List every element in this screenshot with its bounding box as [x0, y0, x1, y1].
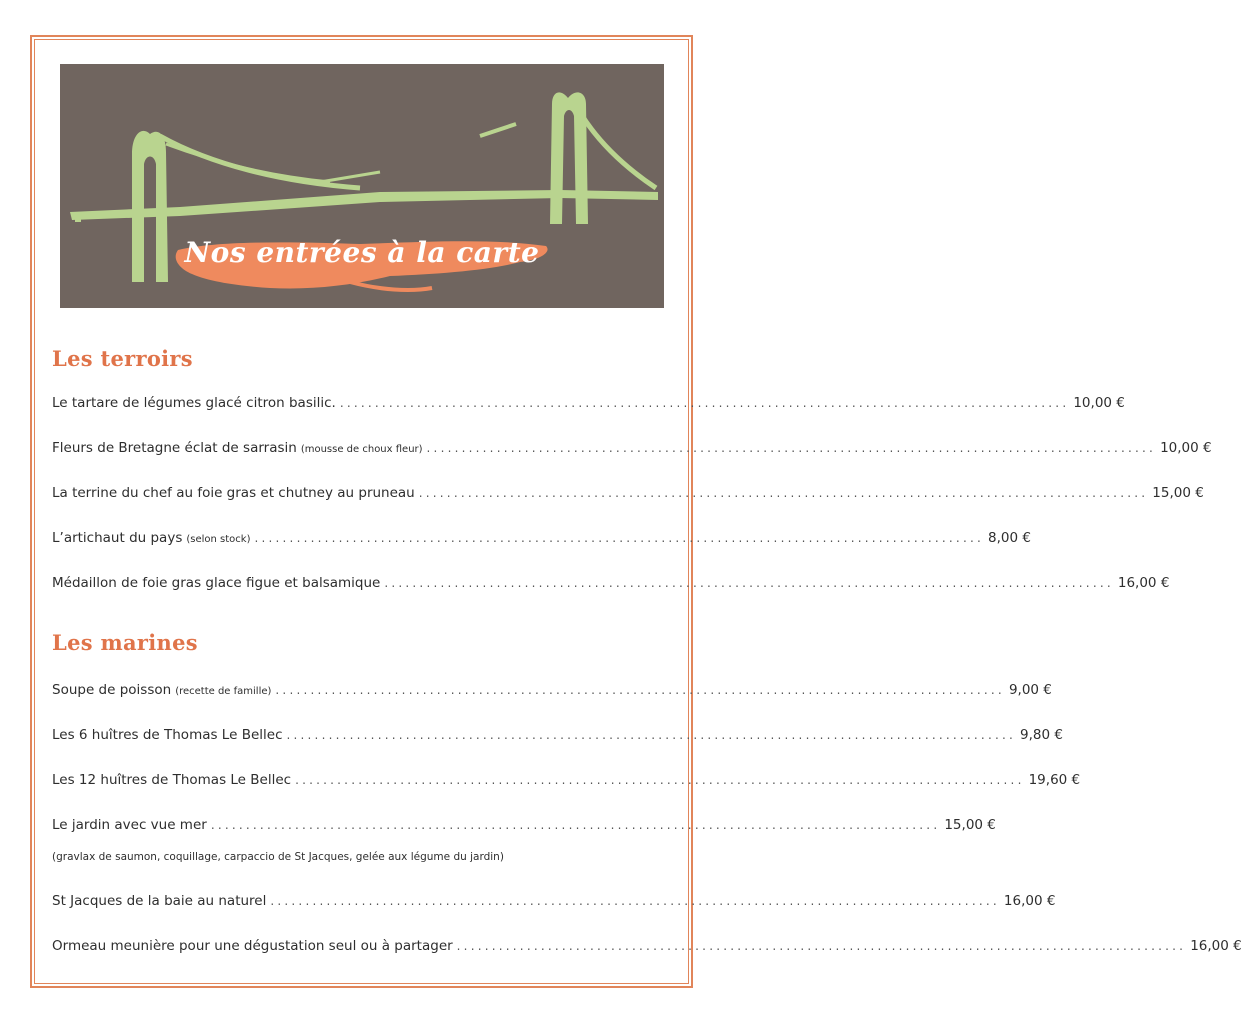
item-price: 15,00 €	[944, 817, 996, 833]
menu-item	[52, 817, 996, 837]
item-name: L’artichaut du pays	[52, 530, 183, 546]
menu-item	[52, 893, 1056, 913]
item-name: La terrine du chef au foie gras et chutney au pruneau	[52, 485, 415, 501]
item-price: 19,60 €	[1028, 772, 1081, 788]
item-price: 16,00 €	[1117, 575, 1170, 591]
item-price: 16,00 €	[1003, 893, 1056, 909]
menu-item	[52, 395, 1125, 415]
dot-leader: ........................................................................................................	[339, 396, 1070, 410]
item-price: 10,00 €	[1073, 395, 1125, 411]
menu-item	[52, 727, 1063, 747]
item-price: 9,00 €	[1008, 682, 1052, 698]
menu-item	[52, 485, 1204, 505]
item-name: Soupe de poisson	[52, 682, 172, 698]
item-name: Les 6 huîtres de Thomas Le Bellec	[52, 727, 283, 743]
item-name: Le jardin avec vue mer	[52, 817, 207, 833]
dot-leader: ........................................................................................................	[384, 576, 1114, 590]
item-price: 10,00 €	[1160, 440, 1212, 456]
header-banner	[60, 64, 664, 308]
dot-leader: ........................................................................................................	[418, 486, 1149, 500]
dot-leader: ........................................................................................................	[210, 818, 941, 832]
item-note: (recette de famille)	[175, 686, 272, 697]
menu-item	[52, 682, 1052, 702]
menu-item	[52, 530, 1031, 550]
dot-leader: ........................................................................................................	[456, 939, 1187, 953]
item-name: Ormeau meunière pour une dégustation seul ou à partager	[52, 938, 453, 954]
banner-title: Nos entrées à la carte	[184, 236, 540, 269]
dot-leader: ........................................................................................................	[270, 894, 1000, 908]
item-price: 16,00 €	[1190, 938, 1242, 954]
bridge-illustration	[60, 64, 664, 308]
section-title-terroirs: Les terroirs	[52, 346, 193, 371]
item-name: Les 12 huîtres de Thomas Le Bellec	[52, 772, 292, 788]
item-note: (mousse de choux fleur)	[300, 444, 423, 455]
menu-item	[52, 440, 1212, 460]
item-name: Médaillon de foie gras glace figue et balsamique	[52, 575, 381, 591]
dot-leader: ........................................................................................................	[286, 728, 1017, 742]
dot-leader: ........................................................................................................	[275, 683, 1005, 697]
item-note: (selon stock)	[186, 534, 251, 545]
dot-leader: ........................................................................................................	[254, 531, 984, 545]
item-price: 8,00 €	[988, 530, 1031, 546]
menu-item	[52, 772, 1081, 792]
section-title-marines: Les marines	[52, 630, 198, 655]
item-name: St Jacques de la baie au naturel	[52, 893, 267, 909]
dot-leader: ........................................................................................................	[426, 441, 1157, 455]
item-price: 9,80 €	[1020, 727, 1063, 743]
item-name: Le tartare de légumes glacé citron basilic.	[52, 395, 336, 411]
menu-item	[52, 575, 1170, 595]
menu-item	[52, 938, 1242, 958]
item-name: Fleurs de Bretagne éclat de sarrasin	[52, 440, 297, 456]
item-description: (gravlax de saumon, coquillage, carpaccio de St Jacques, gelée aux légume du jardin)	[52, 851, 504, 863]
item-price: 15,00 €	[1152, 485, 1204, 501]
dot-leader: ........................................................................................................	[295, 773, 1025, 787]
